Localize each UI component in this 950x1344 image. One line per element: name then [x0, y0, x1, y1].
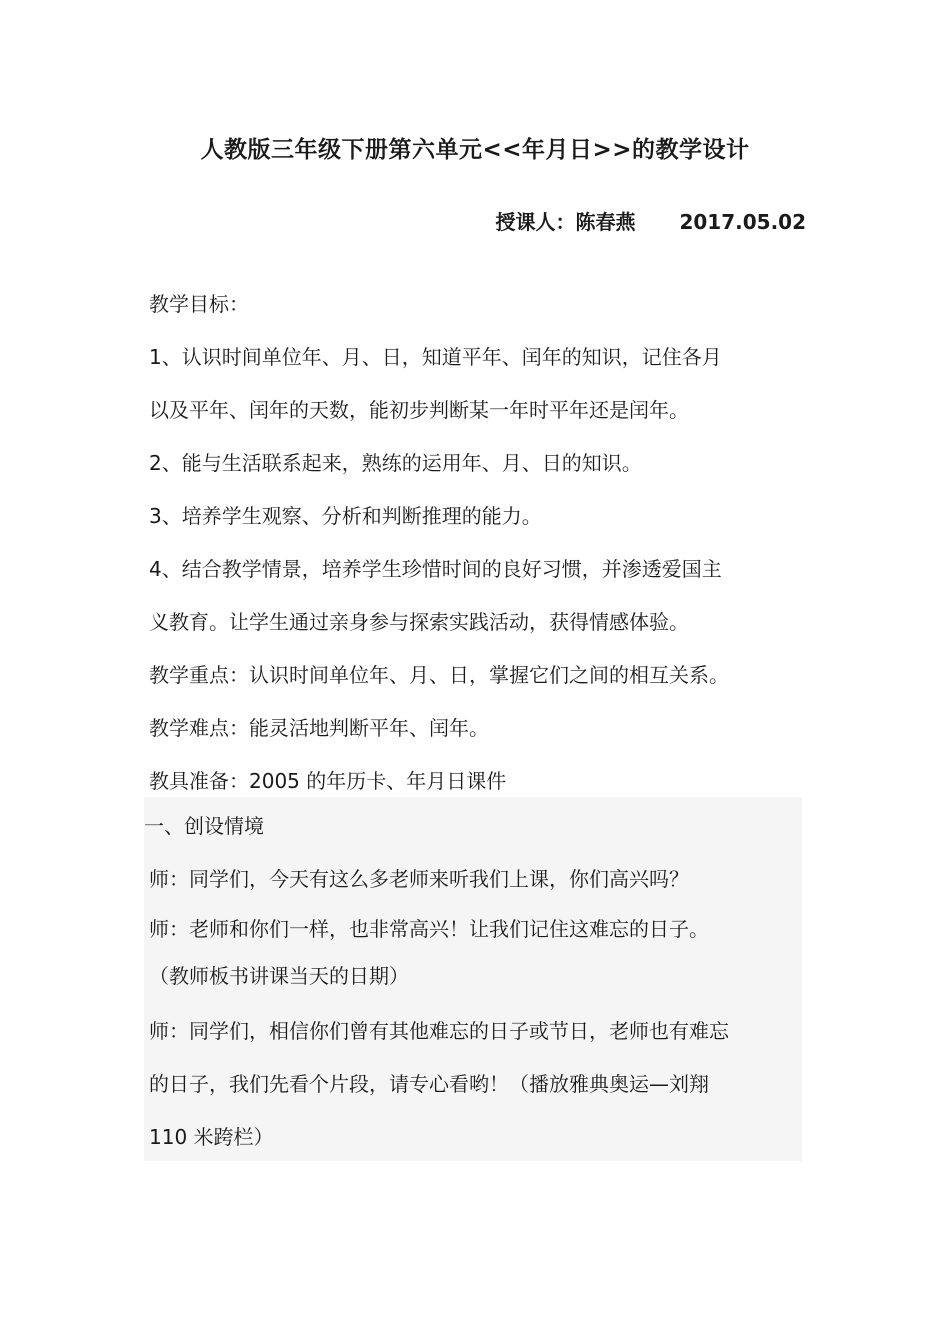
- section-1-line-2: 师：老师和你们一样，也非常高兴！让我们记住这难忘的日子。: [149, 917, 709, 941]
- lesson-body: [149, 278, 801, 808]
- section-1-line-4c: 110 米跨栏）: [149, 1125, 274, 1149]
- section-1-line-4a: 师：同学们，相信你们曾有其他难忘的日子或节日，老师也有难忘: [149, 1019, 729, 1043]
- section-1-heading: 一、创设情境: [144, 814, 264, 838]
- teacher-name: 授课人：陈春燕: [495, 210, 636, 234]
- section-1-line-1: 师：同学们，今天有这么多老师来听我们上课，你们高兴吗？: [149, 867, 689, 891]
- objective-2: 2、能与生活联系起来，熟练的运用年、月、日的知识。: [149, 451, 642, 475]
- objective-3: 3、培养学生观察、分析和判断推理的能力。: [149, 504, 542, 528]
- objective-1-line-1: 1、认识时间单位年、月、日，知道平年、闰年的知识，记住各月: [149, 345, 722, 369]
- document-title: 人教版三年级下册第六单元<<年月日>>的教学设计: [200, 137, 750, 163]
- objective-4-line-1: 4、结合教学情景，培养学生珍惜时间的良好习惯，并渗透爱国主: [149, 557, 722, 581]
- lesson-date: 2017.05.02: [679, 210, 806, 234]
- materials: 教具准备：2005 的年历卡、年月日课件: [149, 769, 507, 793]
- objective-1-line-2: 以及平年、闰年的天数，能初步判断某一年时平年还是闰年。: [149, 398, 689, 422]
- objectives-heading: 教学目标：: [149, 292, 249, 316]
- byline: [495, 206, 806, 238]
- key-point: 教学重点：认识时间单位年、月、日，掌握它们之间的相互关系。: [149, 663, 729, 687]
- section-1-line-3: （教师板书讲课当天的日期）: [149, 964, 409, 988]
- section-1-line-4b: 的日子，我们先看个片段，请专心看哟！（播放雅典奥运—刘翔: [149, 1072, 709, 1096]
- section-1: [144, 800, 799, 1164]
- difficulty: 教学难点：能灵活地判断平年、闰年。: [149, 716, 489, 740]
- objective-4-line-2: 义教育。让学生通过亲身参与探索实践活动，获得情感体验。: [149, 610, 689, 634]
